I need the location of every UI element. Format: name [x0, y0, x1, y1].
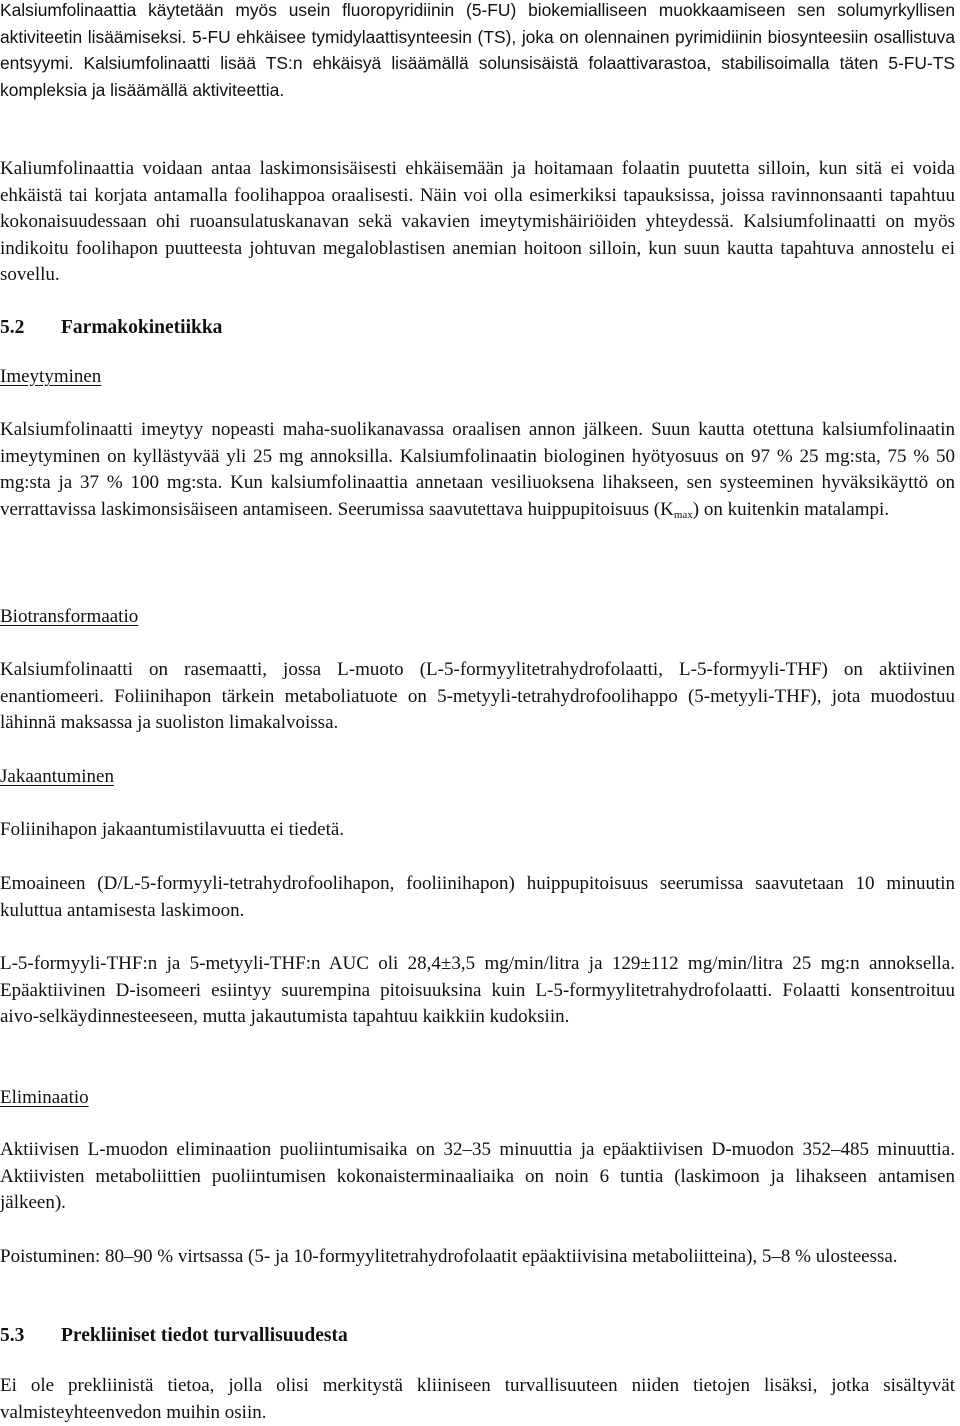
section-number: 5.3 — [0, 1325, 25, 1346]
intro-paragraph-2: Kaliumfolinaattia voidaan antaa laskimonsisäisesti ehkäisemään ja hoitamaan folaatin puutetta silloin, kun sitä ei voida ehkäistä tai korjata antamalla foolihappoa oraalisesti. Näin voi olla esimerkiksi tapauksissa, joissa ravinnonsaanti tapahtuu kokonaisuudessaan ohi ruoansulatuskanavan sekä vakavien imeytymishäiriöiden yhteydessä. Kalsiumfolinaatti on myös indikoitu foolihapon puutteesta johtuvan megaloblastisen anemian hoitoon silloin, kun suun kautta tapahtuva annostelu ei sovellu. — [0, 158, 955, 285]
subheading-jakaantuminen: Jakaantuminen — [0, 766, 114, 787]
kmax-subscript: max — [673, 508, 693, 521]
paragraph-jakaantuminen-3: L-5-formyyli-THF:n ja 5-metyyli-THF:n AUC oli 28,4±3,5 mg/min/litra ja 129±112 mg/min/litra 25 mg:n annoksella. Epäaktiivinen D-isomeeri esiintyy suurempina pitoisuuksina kuin L-5-formyylitetrahydrofolaatti. Folaatti konsentroituu aivo-selkäydinnesteeseen, mutta jakautumista tapahtuu kaikkiin kudoksiin. — [0, 953, 955, 1027]
paragraph-jakaantuminen-1: Foliinihapon jakaantumistilavuutta ei tiedetä. — [0, 819, 345, 840]
section-heading-5-2 — [0, 315, 955, 342]
paragraph-imeytyminen — [0, 417, 955, 523]
section-heading-5-3 — [0, 1323, 955, 1350]
paragraph-jakaantuminen-2: Emoaineen (D/L-5-formyyli-tetrahydrofoolihapon, fooliinihapon) huippupitoisuus seerumissa saavutetaan 10 minuutin kuluttua antamisesta laskimoon. — [0, 873, 955, 921]
subheading-imeytyminen: Imeytyminen — [0, 366, 102, 387]
paragraph-eliminaatio-1: Aktiivisen L-muodon eliminaation puoliintumisaika on 32–35 minuuttia ja epäaktiivisen D-muodon 352–485 minuuttia. Aktiivisten metaboliittien puoliintumisen kokonaisterminaaliaika on noin 6 tuntia (laskimoon ja lihakseen antamisen jälkeen). — [0, 1139, 955, 1213]
paragraph-prekliiniset: Ei ole prekliinistä tietoa, jolla olisi merkitystä kliiniseen turvallisuuteen niiden tietojen lisäksi, jotka sisältyvät valmisteyhteenvedon muihin osiin. — [0, 1375, 955, 1423]
subheading-biotransformaatio: Biotransformaatio — [0, 606, 139, 627]
paragraph-biotransformaatio: Kalsiumfolinaatti on rasemaatti, jossa L-muoto (L-5-formyylitetrahydrofolaatti, L-5-formyyli-THF) on aktiivinen enantiomeeri. Foliinihapon tärkein metaboliatuote on 5-metyyli-tetrahydrofoolihappo (5-metyyli-THF), jota muodostuu lähinnä maksassa ja suoliston limakalvoissa. — [0, 659, 955, 733]
section-title: Farmakokinetiikka — [61, 317, 223, 338]
paragraph-eliminaatio-2: Poistuminen: 80–90 % virtsassa (5- ja 10-formyylitetrahydrofolaatit epäaktiivisina metaboliitteina), 5–8 % ulosteessa. — [0, 1246, 898, 1267]
imeytyminen-tail: ) on kuitenkin matalampi. — [692, 498, 890, 520]
section-number: 5.2 — [0, 317, 25, 338]
imeytyminen-text: Kalsiumfolinaatti imeytyy nopeasti maha-suolikanavassa oraalisen annon jälkeen. Suun kautta otettuna kalsiumfolinaatin imeytyminen on kyllästyvää yli 25 mg annoksilla. Kalsiumfolinaatin biologinen hyötyosuus on 97 % 25 mg:sta, 75 % 50 mg:sta ja 37 % 100 mg:sta. Kun kalsiumfolinaattia annetaan vesiliuoksena lihakseen, sen systeeminen hyväksikäyttö on verrattavissa laskimonsisäiseen antamiseen. Seerumissa saavutettava huippupitoisuus (K — [0, 419, 955, 520]
subheading-eliminaatio: Eliminaatio — [0, 1087, 89, 1108]
intro-paragraph-1: Kalsiumfolinaattia käytetään myös usein fluoropyridiinin (5-FU) biokemialliseen muokkaamiseen sen solumyrkyllisen aktiviteetin lisäämiseksi. 5-FU ehkäisee tymidylaattisynteesin (TS), joka on olennainen pyrimidiinin biosynteesiin osallistuva entsyymi. Kalsiumfolinaatti lisää TS:n ehkäisyä lisäämällä solunsisäistä folaattivarastoa, stabilisoimalla täten 5-FU-TS kompleksia ja lisäämällä aktiviteettia. — [0, 0, 955, 100]
section-title: Prekliiniset tiedot turvallisuudesta — [61, 1325, 348, 1346]
